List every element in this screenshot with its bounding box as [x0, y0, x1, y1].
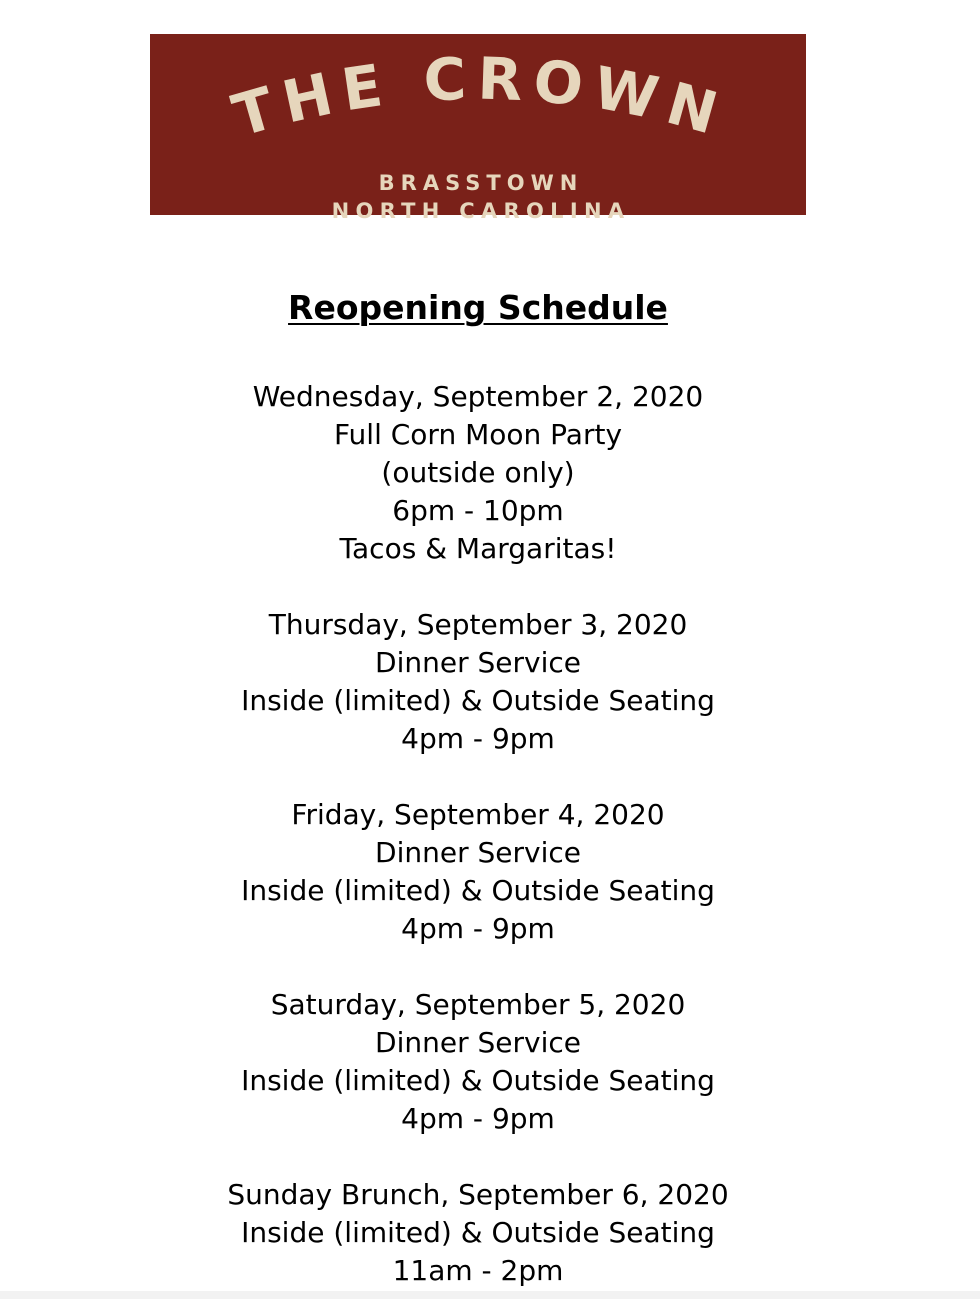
event-detail: 4pm - 9pm: [401, 1102, 555, 1135]
logo-banner: [150, 34, 806, 223]
schedule-event: [0, 378, 956, 568]
event-detail: 4pm - 9pm: [401, 912, 555, 945]
event-detail: Tacos & Margaritas!: [339, 532, 617, 565]
event-detail: Inside (limited) & Outside Seating: [241, 684, 715, 717]
schedule-event: [0, 796, 956, 948]
event-date: Thursday, September 3, 2020: [268, 608, 688, 641]
event-date: Sunday Brunch, September 6, 2020: [227, 1178, 729, 1211]
schedule-event: [0, 986, 956, 1138]
event-detail: Dinner Service: [375, 646, 581, 679]
logo-location-town: BRASSTOWN: [378, 171, 584, 195]
page-title: Reopening Schedule: [288, 288, 668, 327]
event-date: Friday, September 4, 2020: [291, 798, 665, 831]
event-detail: (outside only): [381, 456, 575, 489]
event-detail: Dinner Service: [375, 836, 581, 869]
schedule-event: [0, 1176, 956, 1290]
schedule-event: [0, 606, 956, 758]
schedule-list: [0, 378, 956, 1290]
event-detail: Dinner Service: [375, 1026, 581, 1059]
event-detail: Inside (limited) & Outside Seating: [241, 1216, 715, 1249]
event-detail: Inside (limited) & Outside Seating: [241, 1064, 715, 1097]
page-bottom-edge: [0, 1291, 980, 1299]
event-date: Saturday, September 5, 2020: [270, 988, 686, 1021]
event-detail: 4pm - 9pm: [401, 722, 555, 755]
logo-location-state: NORTH CAROLINA: [331, 199, 631, 223]
event-detail: 11am - 2pm: [392, 1254, 564, 1287]
event-detail: Full Corn Moon Party: [333, 418, 623, 451]
event-detail: 6pm - 10pm: [392, 494, 564, 527]
event-detail: Inside (limited) & Outside Seating: [241, 874, 715, 907]
logo-name: THE CROWN: [225, 44, 735, 151]
event-date: Wednesday, September 2, 2020: [252, 380, 704, 413]
